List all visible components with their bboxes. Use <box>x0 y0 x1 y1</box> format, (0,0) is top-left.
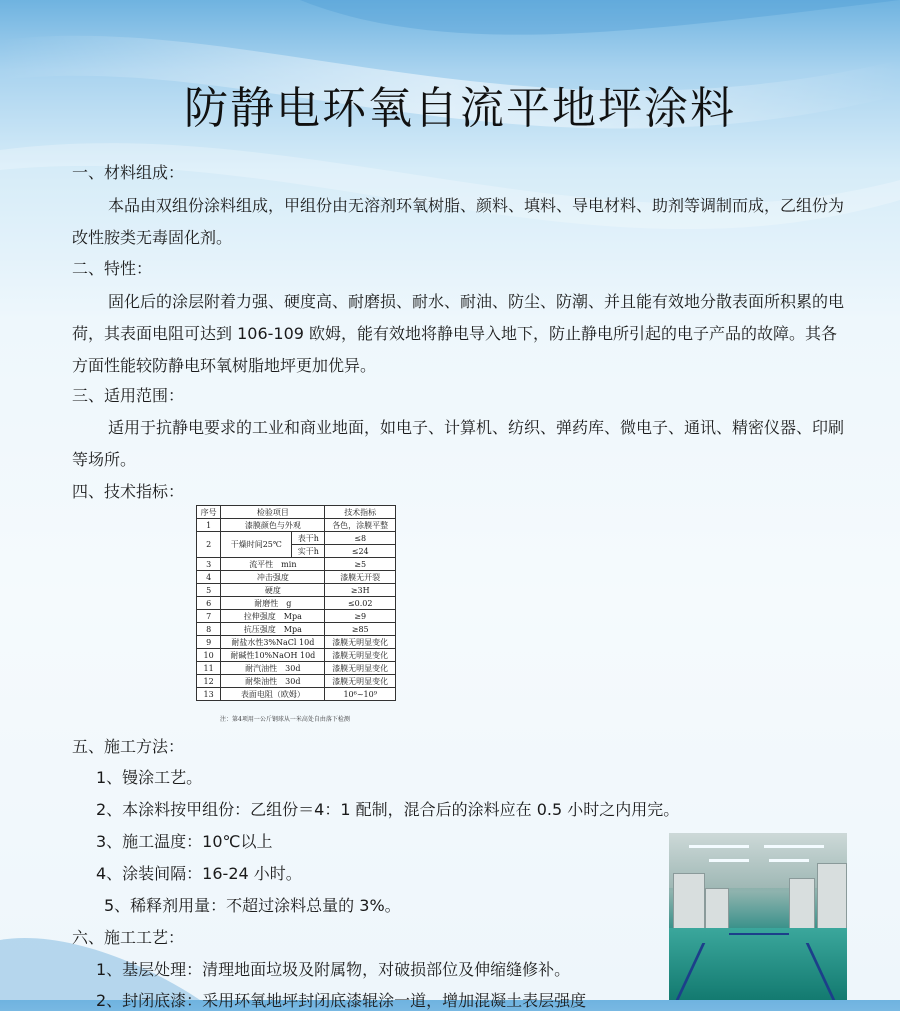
spec-table <box>196 505 396 701</box>
table-row <box>197 636 396 649</box>
section-heading-properties: 二、特性： <box>72 259 153 278</box>
section-heading-scope: 三、适用范围： <box>72 386 185 405</box>
table-cell-item: 硬度 <box>221 584 325 597</box>
table-cell-item: 耐盐水性3%NaCl 10d <box>221 636 325 649</box>
method-item: 3、施工温度：10℃以上 <box>96 832 273 851</box>
table-cell-item: 耐汽油性 30d <box>221 662 325 675</box>
section-heading-materials: 一、材料组成： <box>72 163 185 182</box>
section-para-scope: 适用于抗静电要求的工业和商业地面，如电子、计算机、纺织、弹药库、微电子、通讯、精密仪器、印刷等场所。 <box>72 418 845 469</box>
section-para-materials: 本品由双组份涂料组成，甲组份由无溶剂环氧树脂、颜料、填料、导电材料、助剂等调制而成，乙组份为改性胺类无毒固化剂。 <box>72 196 845 247</box>
table-cell-item: 耐磨性 g <box>221 597 325 610</box>
table-cell-no: 7 <box>197 610 221 623</box>
table-cell-value: 10⁶~10⁹ <box>325 688 396 701</box>
section-heading-process: 六、施工工艺： <box>72 928 185 947</box>
table-row <box>197 584 396 597</box>
table-cell-value: ≤0.02 <box>325 597 396 610</box>
table-cell-no: 11 <box>197 662 221 675</box>
table-cell-value: 漆膜无开裂 <box>325 571 396 584</box>
table-cell-value: 漆膜无明显变化 <box>325 662 396 675</box>
table-cell-value: ≥85 <box>325 623 396 636</box>
table-cell-item: 漆膜颜色与外观 <box>221 519 325 532</box>
table-cell-value: 各色，涂膜平整 <box>325 519 396 532</box>
factory-floor-photo <box>669 833 847 1000</box>
table-row <box>197 688 396 701</box>
table-cell-no: 12 <box>197 675 221 688</box>
table-header-row <box>197 506 396 519</box>
table-header-cell: 技术指标 <box>325 506 396 519</box>
table-footnote: 注：第4项用一公斤钢球从一米高处自由落下检测 <box>220 716 350 723</box>
table-cell-item: 抗压强度 Mpa <box>221 623 325 636</box>
table-cell-item: 表面电阻（欧姆） <box>221 688 325 701</box>
table-cell-value: 漆膜无明显变化 <box>325 675 396 688</box>
table-cell-no: 13 <box>197 688 221 701</box>
table-cell-item: 耐柴油性 30d <box>221 675 325 688</box>
table-row <box>197 662 396 675</box>
section-heading-specs: 四、技术指标： <box>72 482 185 501</box>
table-cell-no: 6 <box>197 597 221 610</box>
method-item: 2、本涂料按甲组份：乙组份＝4：1 配制，混合后的涂料应在 0.5 小时之内用完。 <box>96 800 680 819</box>
table-row <box>197 610 396 623</box>
table-row <box>197 571 396 584</box>
table-row <box>197 519 396 532</box>
table-cell-no: 8 <box>197 623 221 636</box>
table-cell-value: 漆膜无明显变化 <box>325 649 396 662</box>
table-cell-item: 拉伸强度 Mpa <box>221 610 325 623</box>
table-row <box>197 532 396 545</box>
table-cell-no: 5 <box>197 584 221 597</box>
table-row <box>197 597 396 610</box>
table-header-cell: 序号 <box>197 506 221 519</box>
section-para-properties: 固化后的涂层附着力强、硬度高、耐磨损、耐水、耐油、防尘、防潮、并且能有效地分散表面所积累的电荷，其表面电阻可达到 106-109 欧姆，能有效地将静电导入地下，防止静电所引起的电子产品的故障。其各方面性能较防静电环氧树脂地坪更加优异。 <box>72 292 845 375</box>
table-cell-item: 干燥时间25℃ <box>221 532 292 558</box>
process-item: 2、封闭底漆：采用环氧地坪封闭底漆辊涂一道，增加混凝土表层强度 <box>96 991 587 1010</box>
table-cell-item: 流平性 min <box>221 558 325 571</box>
table-cell-value: ≤24 <box>325 545 396 558</box>
table-row <box>197 623 396 636</box>
process-item: 1、基层处理：清理地面垃圾及附属物，对破损部位及伸缩缝修补。 <box>96 960 571 979</box>
table-cell-no: 3 <box>197 558 221 571</box>
table-cell-subitem: 表干h <box>292 532 325 545</box>
table-header-cell: 检验项目 <box>221 506 325 519</box>
method-item: 5、稀释剂用量：不超过涂料总量的 3%。 <box>104 896 401 915</box>
table-cell-value: ≥3H <box>325 584 396 597</box>
method-item: 1、镘涂工艺。 <box>96 768 203 787</box>
table-cell-item: 冲击强度 <box>221 571 325 584</box>
table-cell-subitem: 实干h <box>292 545 325 558</box>
table-cell-value: 漆膜无明显变化 <box>325 636 396 649</box>
table-cell-no: 9 <box>197 636 221 649</box>
table-row <box>197 649 396 662</box>
table-cell-item: 耐碱性10%NaOH 10d <box>221 649 325 662</box>
table-cell-value: ≥5 <box>325 558 396 571</box>
table-row <box>197 558 396 571</box>
table-cell-value: ≥9 <box>325 610 396 623</box>
table-cell-no: 2 <box>197 532 221 558</box>
table-cell-no: 4 <box>197 571 221 584</box>
table-cell-no: 10 <box>197 649 221 662</box>
method-item: 4、涂装间隔：16-24 小时。 <box>96 864 302 883</box>
section-heading-method: 五、施工方法： <box>72 737 185 756</box>
table-cell-value: ≤8 <box>325 532 396 545</box>
table-row <box>197 675 396 688</box>
page-title: 防静电环氧自流平地坪涂料 <box>184 83 736 134</box>
table-cell-no: 1 <box>197 519 221 532</box>
